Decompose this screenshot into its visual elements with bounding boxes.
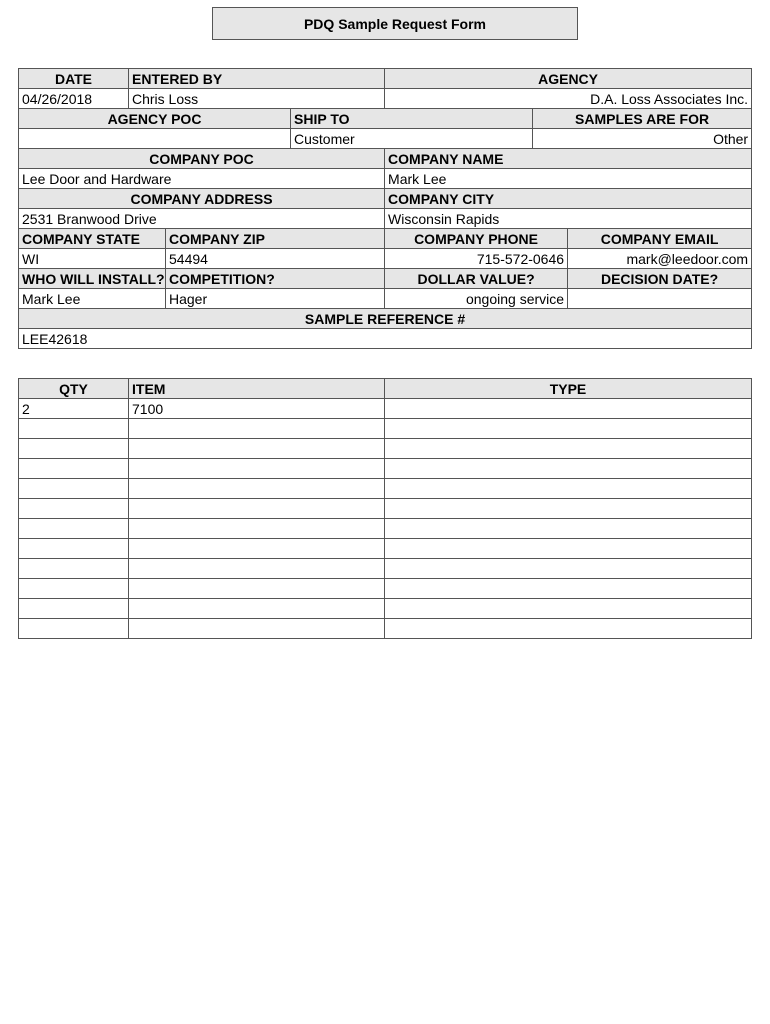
item-cell[interactable] xyxy=(129,539,385,559)
type-cell[interactable] xyxy=(385,579,752,599)
date-label: DATE xyxy=(19,69,129,89)
table-row xyxy=(19,559,752,579)
item-cell[interactable] xyxy=(129,479,385,499)
decision-date-label: DECISION DATE? xyxy=(568,269,752,289)
type-cell[interactable] xyxy=(385,559,752,579)
company-name-field[interactable]: Mark Lee xyxy=(385,169,752,189)
type-cell[interactable] xyxy=(385,619,752,639)
qty-cell[interactable] xyxy=(19,579,129,599)
type-cell[interactable] xyxy=(385,599,752,619)
table-row xyxy=(19,519,752,539)
item-cell[interactable] xyxy=(129,439,385,459)
company-city-label: COMPANY CITY xyxy=(385,189,752,209)
competition-field[interactable]: Hager xyxy=(166,289,385,309)
type-cell[interactable] xyxy=(385,519,752,539)
item-cell[interactable] xyxy=(129,499,385,519)
sample-ref-field[interactable]: LEE42618 xyxy=(19,329,752,349)
item-cell[interactable] xyxy=(129,519,385,539)
qty-cell[interactable] xyxy=(19,439,129,459)
qty-cell[interactable] xyxy=(19,419,129,439)
table-row xyxy=(19,479,752,499)
entered-by-field[interactable]: Chris Loss xyxy=(129,89,385,109)
item-cell[interactable] xyxy=(129,599,385,619)
item-cell[interactable] xyxy=(129,419,385,439)
type-cell[interactable] xyxy=(385,499,752,519)
company-address-field[interactable]: 2531 Branwood Drive xyxy=(19,209,385,229)
item-cell[interactable]: 7100 xyxy=(129,399,385,419)
agency-poc-field[interactable] xyxy=(19,129,291,149)
dollar-value-field[interactable]: ongoing service xyxy=(385,289,568,309)
items-table xyxy=(18,378,752,639)
type-cell[interactable] xyxy=(385,459,752,479)
qty-cell[interactable] xyxy=(19,599,129,619)
company-name-label: COMPANY NAME xyxy=(385,149,752,169)
qty-cell[interactable] xyxy=(19,619,129,639)
samples-for-label: SAMPLES ARE FOR xyxy=(533,109,752,129)
qty-cell[interactable] xyxy=(19,519,129,539)
company-email-label: COMPANY EMAIL xyxy=(568,229,752,249)
company-phone-field[interactable]: 715-572-0646 xyxy=(385,249,568,269)
dollar-value-label: DOLLAR VALUE? xyxy=(385,269,568,289)
type-cell[interactable] xyxy=(385,479,752,499)
ship-to-label: SHIP TO xyxy=(291,109,533,129)
company-city-field[interactable]: Wisconsin Rapids xyxy=(385,209,752,229)
type-cell[interactable] xyxy=(385,439,752,459)
table-row xyxy=(19,499,752,519)
table-row xyxy=(19,399,752,419)
who-install-label: WHO WILL INSTALL? xyxy=(19,269,166,289)
company-zip-label: COMPANY ZIP xyxy=(166,229,385,249)
qty-cell[interactable] xyxy=(19,459,129,479)
samples-for-field[interactable]: Other xyxy=(533,129,752,149)
form-title: PDQ Sample Request Form xyxy=(212,7,578,40)
company-state-field[interactable]: WI xyxy=(19,249,166,269)
type-header: TYPE xyxy=(385,379,752,399)
item-cell[interactable] xyxy=(129,559,385,579)
company-email-field[interactable]: mark@leedoor.com xyxy=(568,249,752,269)
table-row xyxy=(19,419,752,439)
who-install-field[interactable]: Mark Lee xyxy=(19,289,166,309)
table-row xyxy=(19,599,752,619)
decision-date-field[interactable] xyxy=(568,289,752,309)
type-cell[interactable] xyxy=(385,419,752,439)
item-cell[interactable] xyxy=(129,459,385,479)
table-row xyxy=(19,579,752,599)
agency-field[interactable]: D.A. Loss Associates Inc. xyxy=(385,89,752,109)
qty-cell[interactable] xyxy=(19,499,129,519)
table-row xyxy=(19,619,752,639)
table-row xyxy=(19,459,752,479)
company-poc-label: COMPANY POC xyxy=(19,149,385,169)
competition-label: COMPETITION? xyxy=(166,269,385,289)
entered-by-label: ENTERED BY xyxy=(129,69,385,89)
type-cell[interactable] xyxy=(385,539,752,559)
item-cell[interactable] xyxy=(129,579,385,599)
company-phone-label: COMPANY PHONE xyxy=(385,229,568,249)
table-row xyxy=(19,439,752,459)
item-header: ITEM xyxy=(129,379,385,399)
company-state-label: COMPANY STATE xyxy=(19,229,166,249)
agency-label: AGENCY xyxy=(385,69,752,89)
qty-cell[interactable]: 2 xyxy=(19,399,129,419)
table-row xyxy=(19,539,752,559)
sample-ref-label: SAMPLE REFERENCE # xyxy=(19,309,752,329)
date-field[interactable]: 04/26/2018 xyxy=(19,89,129,109)
agency-poc-label: AGENCY POC xyxy=(19,109,291,129)
request-form-table xyxy=(18,68,752,349)
company-zip-field[interactable]: 54494 xyxy=(166,249,385,269)
qty-header: QTY xyxy=(19,379,129,399)
company-poc-field[interactable]: Lee Door and Hardware xyxy=(19,169,385,189)
qty-cell[interactable] xyxy=(19,479,129,499)
qty-cell[interactable] xyxy=(19,559,129,579)
item-cell[interactable] xyxy=(129,619,385,639)
type-cell[interactable] xyxy=(385,399,752,419)
qty-cell[interactable] xyxy=(19,539,129,559)
ship-to-field[interactable]: Customer xyxy=(291,129,533,149)
company-address-label: COMPANY ADDRESS xyxy=(19,189,385,209)
